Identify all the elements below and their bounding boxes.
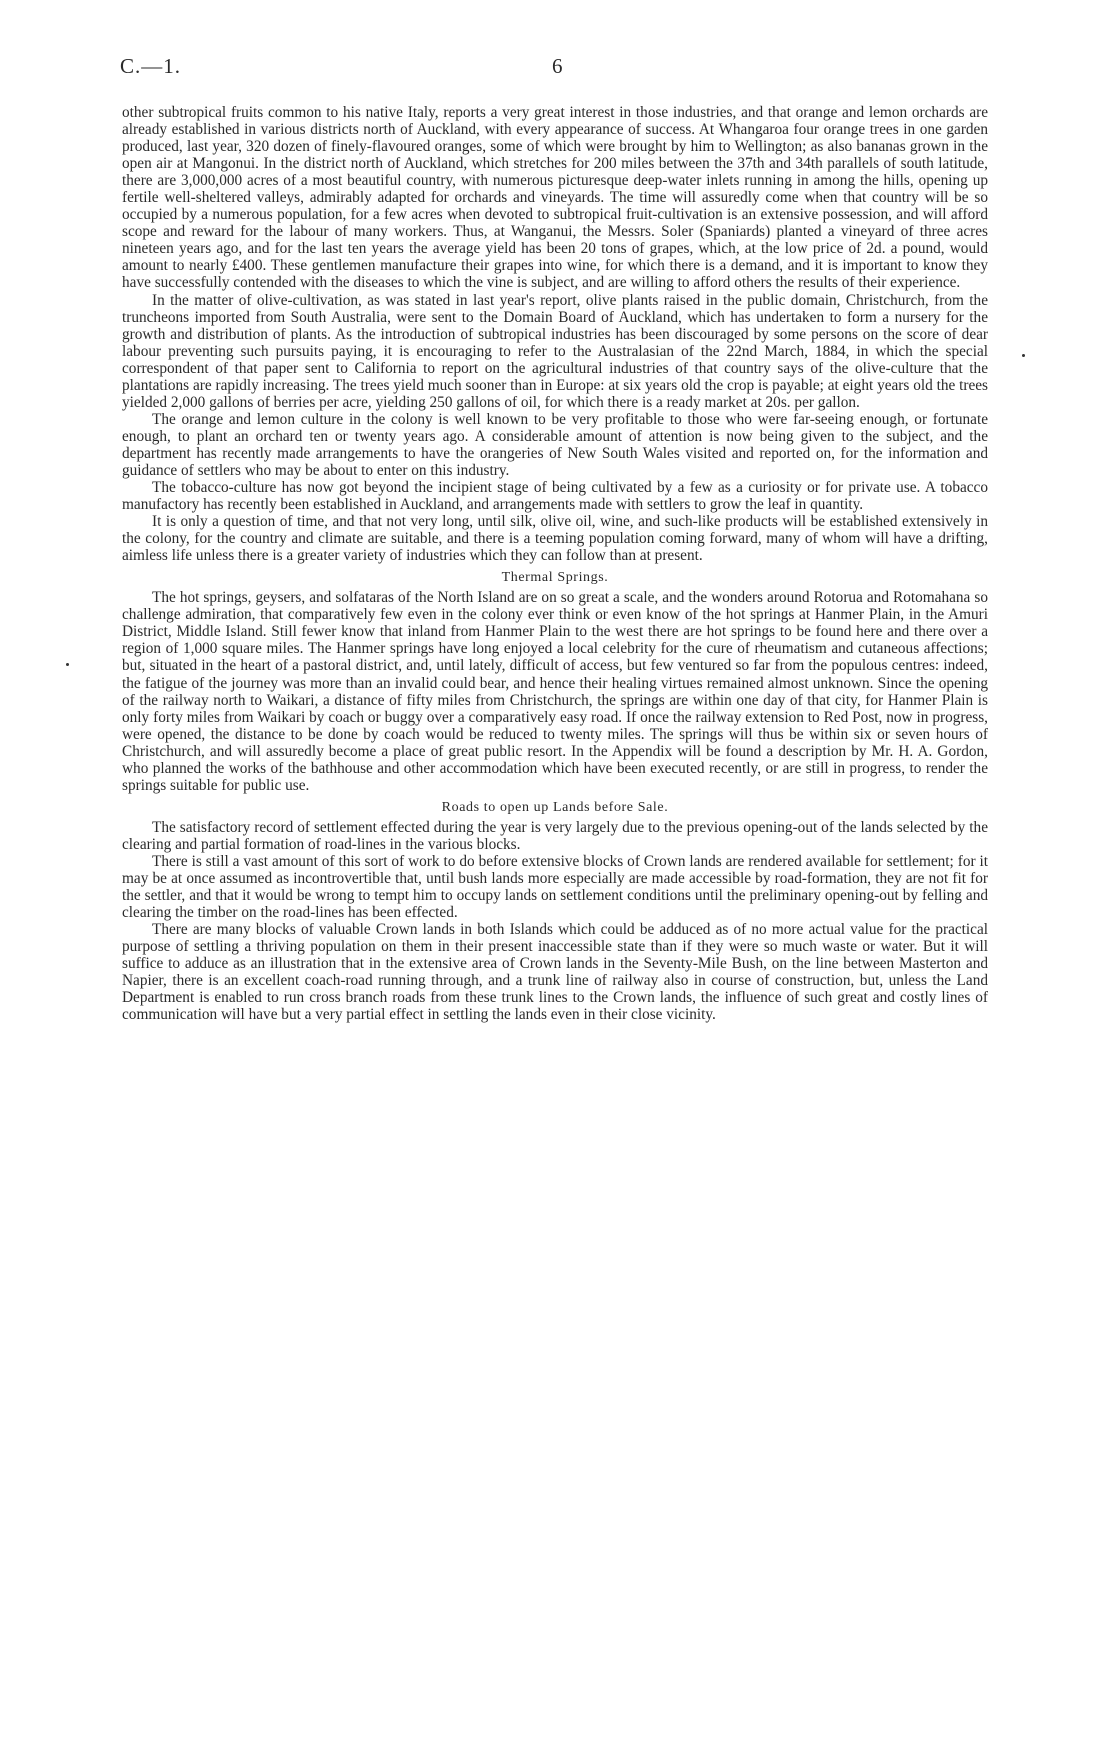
paragraph-road-formation: There is still a vast amount of this sort of work to do before extensive blocks of Crown lands are rendered available for settlement; for it may be at once assumed as incontrovertible that, until bush lands more especially are made accessible by road-formation, they are not fit for the settler, and that it would be wrong to tempt him to occupy lands on settlement conditions until the preliminary opening-out by felling and clearing the timber on the road-lines has been effected. <box>122 852 988 922</box>
margin-mark <box>66 663 69 666</box>
paragraph-industries: It is only a question of time, and that not very long, until silk, olive oil, wine, and such-like products will be established extensively in the colony, for the country and climate are suitable, and there is a teeming population coming forward, many of whom will have a drifting, aimless life unless there is a greater variety of industries which they can follow than at present. <box>122 513 988 565</box>
body-text <box>122 104 988 1023</box>
paragraph-hot-springs: The hot springs, geysers, and solfataras of the North Island are on so great a scale, and the wonders around Rotorua and Rotomahana so challenge admiration, that comparatively few even in the colony ever think or even know of the hot springs at Hanmer Plain, in the Amuri District, Middle Island. Still fewer know that inland from Hanmer Plain to the west there are hot springs to be found here and there over a region of 1,000 square miles. The Hanmer springs have long enjoyed a local celebrity for the cure of rheumatism and cutaneous affections; but, situated in the heart of a pastoral district, and, until lately, difficult of access, but few ventured so far from the populous centres: indeed, the fatigue of the journey was more than an invalid could bear, and hence their healing virtues remained almost unknown. Since the opening of the railway north to Waikari, a distance of fifty miles from Christchurch, the springs are within one day of that city, for Hanmer Plain is only forty miles from Waikari by coach or buggy over a comparatively easy road. If once the railway extension to Red Post, now in progress, were opened, the distance to be done by coach would be reduced to twenty miles. The springs will thus be within six or seven hours of Christchurch, and will assuredly become a place of great public resort. In the Appendix will be found a description by Mr. H. A. Gordon, who planned the works of the bathhouse and other accommodation which have been executed recently, or are still in progress, to render the springs suitable for public use. <box>122 589 988 794</box>
page-number: 6 <box>552 54 563 78</box>
paragraph-orange-lemon: The orange and lemon culture in the colony is well known to be very profitable to those who were far-seeing enough, or fortunate enough, to plant an orchard ten or twenty years ago. A considerable amount of attention is now being given to the subject, and the department has recently made arrangements to have the orangeries of New South Wales visited and reported on, for the information and guidance of settlers who may be about to enter on this industry. <box>122 410 988 479</box>
paragraph-continuation: other subtropical fruits common to his native Italy, reports a very great interest in those industries, and that orange and lemon orchards are already established in various districts north of Auckland, with every appearance of success. At Whangaroa four orange trees in one garden produced, last year, 320 dozen of finely-flavoured oranges, some of which were brought by him to Wellington; as also bananas grown in the open air at Mangonui. In the district north of Auckland, which stretches for 200 miles between the 37th and 34th parallels of south latitude, there are 3,000,000 acres of a most beautiful country, with numerous picturesque deep-water inlets running in among the hills, opening up fertile well-sheltered valleys, admirably adapted for orchards and vineyards. The time will assuredly come when that country will be so occupied by a numerous population, for a few acres when devoted to subtropical fruit-cultivation is an extensive possession, and will afford scope and reward for the labour of many workers. Thus, at Wanganui, the Messrs. Soler (Spaniards) planted a vineyard of three acres nineteen years ago, and for the last ten years the average yield has been 20 tons of grapes, which, at the low price of 2d. a pound, would amount to nearly £400. These gentlemen manufacture their grapes into wine, for which there is a demand, and it is important to know they have successfully contended with the diseases to which the vine is subject, and are willing to afford others the results of their experience. <box>122 104 988 292</box>
document-reference: C.—1. <box>120 54 182 78</box>
margin-mark <box>1022 354 1025 357</box>
paragraph-settlement-record: The satisfactory record of settlement effected during the year is very largely due to the previous opening-out of the lands selected by the clearing and partial formation of road-lines in the various blocks. <box>122 818 988 853</box>
paragraph-olive-cultivation: In the matter of olive-cultivation, as was stated in last year's report, olive plants raised in the public domain, Christchurch, from the truncheons imported from South Australia, were sent to the Domain Board of Auckland, which has undertaken to form a nursery for the growth and distribution of plants. As the introduction of subtropical industries has been discouraged by some persons on the score of dear labour preventing such pursuits paying, it is encouraging to refer to the Australasian of the 22nd March, 1884, in which the special correspondent of that paper sent to California to report on the agricultural industries of that country says of the olive-culture that the plantations are rapidly increasing. The trees yield much sooner than in Europe: at six years old the crop is payable; at eight years old the trees yielded 2,000 gallons of berries per acre, yielding 250 gallons of oil, for which there is a ready market at 20s. per gallon. <box>122 291 988 411</box>
page-header <box>116 54 992 86</box>
section-heading-roads: Roads to open up Lands before Sale. <box>441 799 669 815</box>
section-heading-thermal-springs: Thermal Springs. <box>501 570 609 586</box>
paragraph-crown-lands: There are many blocks of valuable Crown lands in both Islands which could be adduced as of no more actual value for the practical purpose of settling a thriving population on them in their present inaccessible state than if they were so much waste or water. But it will suffice to adduce as an illustration that in the extensive area of Crown lands in the Seventy-Mile Bush, on the line between Masterton and Napier, there is an excellent coach-road running through, and a trunk line of railway also in course of construction, but, unless the Land Department is enabled to run cross branch roads from these trunk lines to the Crown lands, the influence of such great and costly lines of communication will have but a very partial effect in settling the lands even in their close vicinity. <box>122 921 988 1024</box>
paragraph-tobacco: The tobacco-culture has now got beyond the incipient stage of being cultivated by a few as a curiosity or for private use. A tobacco manufactory has recently been established in Auckland, and arrangements made with settlers to grow the leaf in quantity. <box>122 479 988 514</box>
